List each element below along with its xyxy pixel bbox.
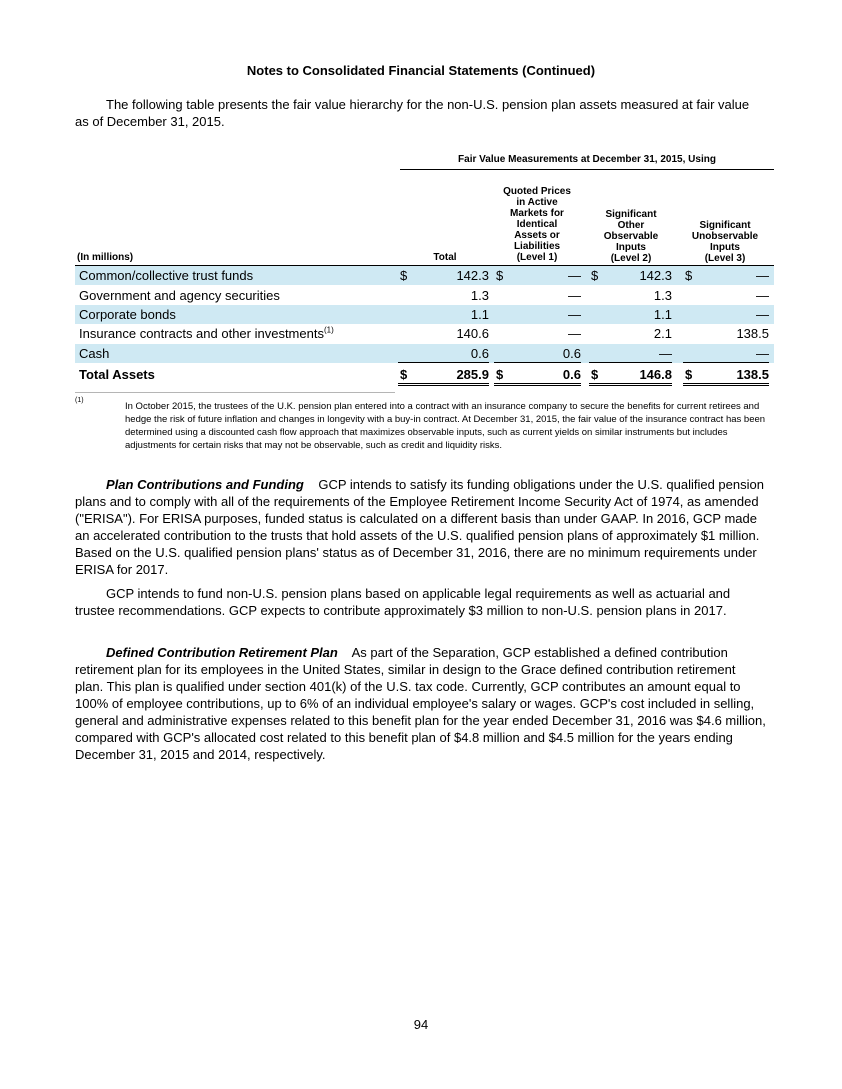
level1-value: — <box>568 307 581 322</box>
table-row <box>75 305 774 324</box>
row-label: Total Assets <box>79 367 155 382</box>
dollar-sign: $ <box>400 268 408 283</box>
total-value: 285.9 <box>456 367 489 382</box>
row-label <box>79 326 334 341</box>
section-heading: Defined Contribution Retirement Plan <box>106 645 338 660</box>
paragraph-body: As part of the Separation, GCP established a defined contribution retirement plan for its employees in the United States, similar in design to the Grace defined contribution retirement plan. This plan is qualified under section 401(k) of the U.S. tax code. Currently, GCP contributes an amount equal to 100% of employee contributions, up to 6% of an individual employee's salary or wages. GCP's cost included in selling, general and administrative expenses related to this benefit plan for the year ended December 31, 2016 was $4.6 million, compared with GCP's allocated cost related to this benefit plan of $4.8 million and $4.5 million for the years ending December 31, 2015 and 2014, respectively. <box>75 645 766 762</box>
subtotal-rule <box>683 362 769 363</box>
level2-value: 2.1 <box>653 326 672 341</box>
level2-value: 142.3 <box>639 268 672 283</box>
row-label <box>79 307 176 322</box>
total-assets-row <box>75 365 774 384</box>
level3-value: — <box>756 346 769 361</box>
total-double-rule <box>683 383 769 386</box>
non-us-funding-paragraph: GCP intends to fund non-U.S. pension plans based on applicable legal requirements as well as actuarial and trustee recommendations. GCP expects to contribute approximately $3 million to non-U.S. pension plans in 2017. <box>75 586 731 618</box>
table-row <box>75 324 774 343</box>
dollar-sign: $ <box>591 268 599 283</box>
column-header-level3: Significant Unobservable Inputs (Level 3) <box>691 220 759 264</box>
level3-value: 138.5 <box>736 367 769 382</box>
total-double-rule <box>494 383 581 386</box>
total-value: 1.3 <box>470 288 489 303</box>
level2-value: 146.8 <box>639 367 672 382</box>
page-number: 94 <box>413 1017 429 1032</box>
level1-value: — <box>568 268 581 283</box>
table-row <box>75 286 774 305</box>
table-row <box>75 266 774 285</box>
total-double-rule <box>398 383 489 386</box>
subtotal-rule <box>494 362 581 363</box>
section-heading: Plan Contributions and Funding <box>106 477 304 492</box>
dollar-sign: $ <box>685 268 693 283</box>
row-label <box>79 268 253 283</box>
row-label <box>79 288 280 303</box>
units-label: (In millions) <box>77 252 134 263</box>
fair-value-table <box>75 154 775 386</box>
level3-value: — <box>756 268 769 283</box>
total-value: 0.6 <box>470 346 489 361</box>
row-label-text: Insurance contracts and other investments <box>79 326 324 341</box>
table-group-title: Fair Value Measurements at December 31, 2015, Using <box>458 154 716 165</box>
level2-value: 1.3 <box>653 288 672 303</box>
subtotal-rule <box>398 362 489 363</box>
group-title-rule <box>400 169 774 170</box>
row-label-text: Common/collective trust funds <box>79 268 254 283</box>
row-label-text: Government and agency securities <box>79 288 280 303</box>
column-header-level1: Quoted Prices in Active Markets for Identical Assets or Liabilities (Level 1) <box>503 186 571 263</box>
level2-value: — <box>659 346 672 361</box>
dollar-sign: $ <box>400 367 408 382</box>
column-header-total: Total <box>433 252 457 263</box>
footnote-reference: (1) <box>323 325 334 335</box>
footnote-rule <box>75 392 395 393</box>
total-double-rule <box>589 383 672 386</box>
dollar-sign: $ <box>685 367 693 382</box>
level2-value: 1.1 <box>653 307 672 322</box>
total-value: 140.6 <box>456 326 489 341</box>
level1-value: 0.6 <box>562 346 581 361</box>
footnote-marker: (1) <box>75 397 84 404</box>
subtotal-rule <box>589 362 672 363</box>
footnote-text: In October 2015, the trustees of the U.K. pension plan entered into a contract with an insurance company to secure the benefits for current retirees and hedge the risk of future inflation and changes in longevity with a buy-in contract. At December 31, 2015, the fair value of the insurance contract has been determined using a discounted cash flow approach that maximizes observable inputs, such as current yields on similar instruments but includes adjustments for certain risks that may not be observable, such as credit and liquidity risks. <box>125 401 766 451</box>
row-label-text: Corporate bonds <box>79 307 176 322</box>
total-value: 142.3 <box>456 268 489 283</box>
page-title: Notes to Consolidated Financial Statements (Continued) <box>246 63 596 78</box>
intro-paragraph: The following table presents the fair value hierarchy for the non-U.S. pension plan assets measured at fair value as of December 31, 2015. <box>75 97 750 129</box>
dollar-sign: $ <box>496 367 504 382</box>
dollar-sign: $ <box>591 367 599 382</box>
dollar-sign: $ <box>496 268 504 283</box>
column-header-level2: Significant Other Observable Inputs (Level 2) <box>603 209 659 264</box>
level1-value: — <box>568 326 581 341</box>
level3-value: — <box>756 307 769 322</box>
row-label-text: Cash <box>79 346 110 361</box>
total-value: 1.1 <box>470 307 489 322</box>
level1-value: 0.6 <box>562 367 581 382</box>
row-label <box>79 346 109 361</box>
defined-contribution-paragraph <box>75 644 767 763</box>
level3-value: 138.5 <box>736 326 769 341</box>
plan-contributions-paragraph <box>75 476 767 578</box>
table-row <box>75 344 774 363</box>
paragraph-body: GCP intends to satisfy its funding obligations under the U.S. qualified pension plans and to comply with all of the requirements of the Employee Retirement Income Security Act of 1974, as amended ("ERISA"). For ERISA purposes, funded status is calculated on a different basis than under GAAP. In 2016, GCP made an accelerated contribution to the trusts that hold assets of the U.S. qualified pension plans of approximately $1 million. Based on the U.S. qualified pension plans' status as of December 31, 2016, there are no minimum requirements under ERISA for 2017. <box>75 477 764 577</box>
level3-value: — <box>756 288 769 303</box>
level1-value: — <box>568 288 581 303</box>
